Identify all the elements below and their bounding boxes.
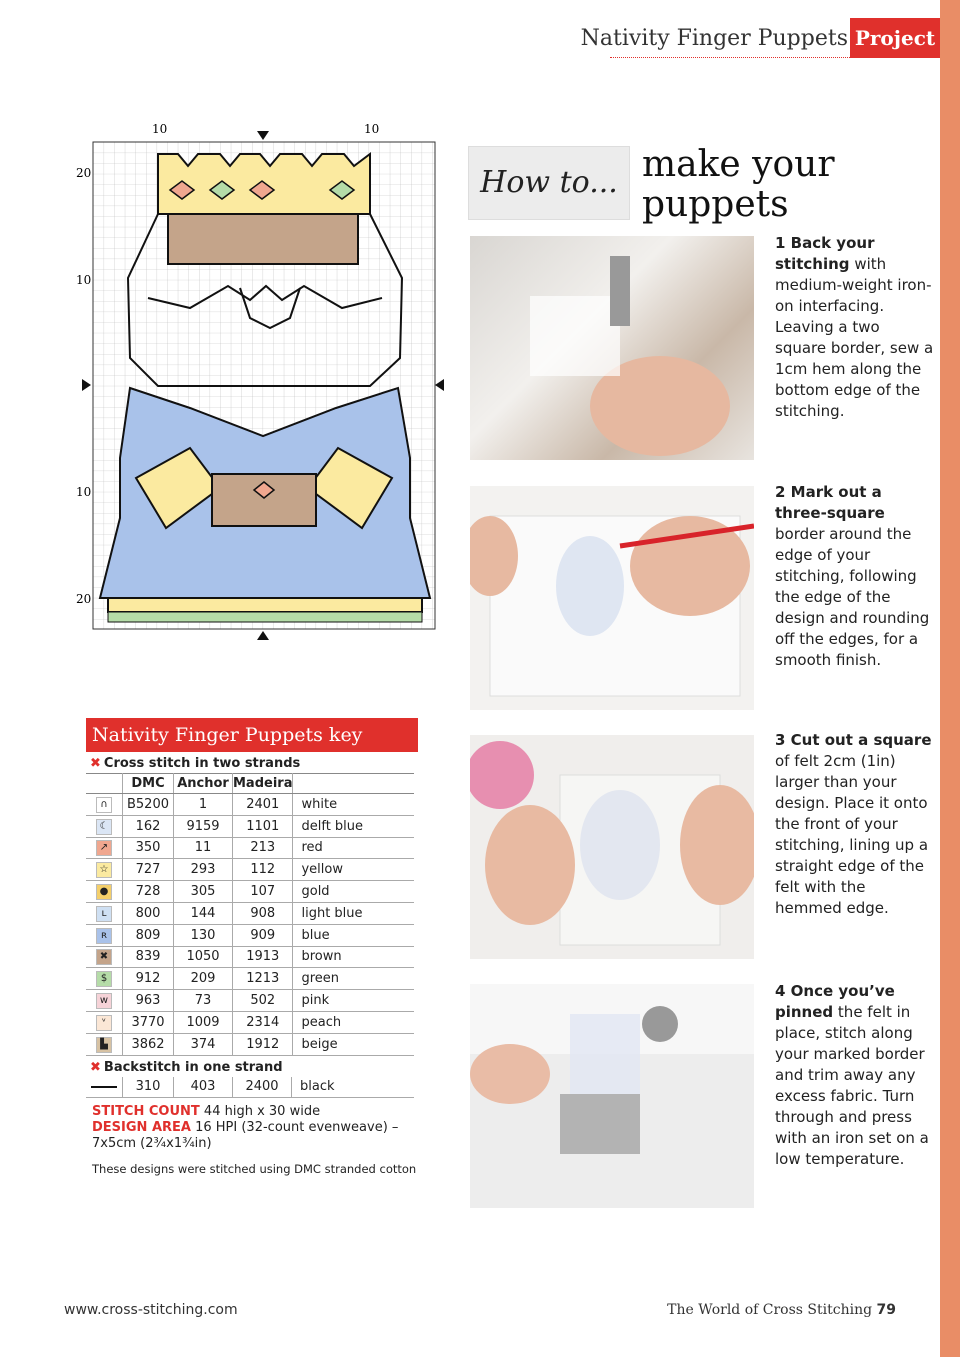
key-cell-dmc: 3770	[123, 1011, 174, 1033]
table-row	[86, 902, 414, 924]
key-cell-name: gold	[293, 881, 414, 903]
key-col-symbol	[86, 774, 123, 794]
key-cell-name: brown	[293, 946, 414, 968]
table-row	[86, 815, 414, 837]
stitch-symbol-icon: ʟ	[96, 906, 112, 922]
key-cell-anchor: 209	[174, 968, 233, 990]
backstitch-line-icon	[86, 1077, 123, 1098]
key-cell-anchor: 130	[174, 924, 233, 946]
key-section-cross: ✖ Cross stitch in two strands	[90, 756, 301, 771]
key-cell-madeira: 2400	[233, 1077, 292, 1098]
table-row	[86, 968, 414, 990]
key-cell-madeira: 107	[233, 881, 293, 903]
header-rule	[610, 57, 940, 58]
key-cell-anchor: 293	[174, 859, 233, 881]
key-cell-anchor: 9159	[174, 815, 233, 837]
stitch-count: STITCH COUNT 44 high x 30 wide	[92, 1104, 321, 1120]
table-row	[86, 946, 414, 968]
key-col-dmc: DMC	[123, 774, 174, 794]
key-cell-name: black	[292, 1077, 415, 1098]
page-number: 79	[876, 1302, 896, 1318]
key-cell-madeira: 502	[233, 990, 293, 1012]
cross-icon: ✖	[90, 756, 101, 771]
key-symbol-icon	[86, 902, 123, 924]
cross-icon: ✖	[90, 1059, 101, 1075]
step-3-photo	[470, 735, 754, 959]
footer-magazine: The World of Cross Stitching 79	[667, 1302, 896, 1318]
key-symbol-icon	[86, 859, 123, 881]
step-2-photo	[470, 486, 754, 710]
stitch-symbol-icon: ✖	[96, 949, 112, 965]
stitch-symbol-icon: ʀ	[96, 928, 112, 944]
key-cell-anchor: 11	[174, 837, 233, 859]
key-cell-dmc: 728	[123, 881, 174, 903]
table-row	[86, 859, 414, 881]
key-cell-madeira: 909	[233, 924, 293, 946]
key-cell-dmc: 839	[123, 946, 174, 968]
key-symbol-icon	[86, 924, 123, 946]
key-col-madeira: Madeira	[233, 774, 293, 794]
key-symbol-icon	[86, 881, 123, 903]
key-cell-name: red	[293, 837, 414, 859]
stitch-symbol-icon: ☾	[96, 819, 112, 835]
key-symbol-icon	[86, 946, 123, 968]
key-cell-anchor: 1009	[174, 1011, 233, 1033]
key-cell-name: pink	[293, 990, 414, 1012]
key-cell-anchor: 403	[174, 1077, 233, 1098]
running-header-title: Nativity Finger Puppets	[580, 26, 848, 51]
key-cell-anchor: 1	[174, 794, 233, 816]
table-row	[86, 1033, 414, 1055]
key-cell-madeira: 1213	[233, 968, 293, 990]
stitch-symbol-icon: ☆	[96, 862, 112, 878]
key-symbol-icon	[86, 837, 123, 859]
page-edge-bar	[940, 0, 960, 1357]
key-cell-anchor: 1050	[174, 946, 233, 968]
chart-label-left-20-top: 20	[76, 166, 92, 180]
chart-label-left-10-bottom: 10	[76, 485, 92, 499]
stitch-symbol-icon: ↗	[96, 840, 112, 856]
key-symbol-icon	[86, 968, 123, 990]
design-area: DESIGN AREA 16 HPI (32-count evenweave) – 7x5cm (2¾x1¾in)	[92, 1120, 399, 1152]
key-section-back: ✖ Backstitch in one strand	[90, 1059, 283, 1075]
key-cell-name: light blue	[293, 902, 414, 924]
key-note: These designs were stitched using DMC stranded cotton	[92, 1162, 417, 1177]
table-row	[86, 1011, 414, 1033]
thread-key	[86, 718, 418, 1176]
table-row	[86, 837, 414, 859]
key-cell-madeira: 1101	[233, 815, 293, 837]
key-cell-madeira: 1912	[233, 1033, 293, 1055]
key-cell-madeira: 908	[233, 902, 293, 924]
key-table	[86, 773, 414, 1056]
step-1-photo	[470, 236, 754, 460]
key-cell-name: yellow	[293, 859, 414, 881]
stitch-symbol-icon: ∩	[96, 797, 112, 813]
chart-label-left-20-bottom: 20	[76, 592, 92, 606]
backstitch-table	[86, 1077, 414, 1099]
step-4: 4 Once you’ve pinned the felt in place, stitch along your marked border and trim away any excess fabric. Turn through and press with an iron set on a low temperature.	[775, 982, 929, 1168]
key-cell-anchor: 144	[174, 902, 233, 924]
key-cell-dmc: 162	[123, 815, 174, 837]
key-cell-dmc: 3862	[123, 1033, 174, 1055]
step-4-photo	[470, 984, 754, 1208]
key-cell-name: peach	[293, 1011, 414, 1033]
key-cell-dmc: 727	[123, 859, 174, 881]
key-cell-anchor: 305	[174, 881, 233, 903]
section-tag: Project	[850, 18, 940, 58]
key-symbol-icon	[86, 1033, 123, 1055]
key-symbol-icon	[86, 815, 123, 837]
stitch-symbol-icon: ▙	[96, 1037, 112, 1053]
key-cell-anchor: 73	[174, 990, 233, 1012]
key-cell-anchor: 374	[174, 1033, 233, 1055]
key-col-name	[293, 774, 414, 794]
key-cell-name: delft blue	[293, 815, 414, 837]
key-cell-dmc: 963	[123, 990, 174, 1012]
key-cell-madeira: 112	[233, 859, 293, 881]
table-row	[86, 794, 414, 816]
table-row	[86, 1077, 414, 1098]
key-symbol-icon	[86, 1011, 123, 1033]
stitch-symbol-icon: $	[96, 971, 112, 987]
key-cell-name: beige	[293, 1033, 414, 1055]
chart-label-top-left: 10	[152, 122, 168, 136]
key-title: Nativity Finger Puppets key	[86, 718, 418, 752]
key-cell-madeira: 2401	[233, 794, 293, 816]
stitch-symbol-icon: w	[96, 993, 112, 1009]
table-row	[86, 924, 414, 946]
table-row	[86, 990, 414, 1012]
key-cell-madeira: 2314	[233, 1011, 293, 1033]
cross-stitch-chart	[70, 118, 450, 648]
step-3: 3 Cut out a square of felt 2cm (1in) larger than your design. Place it onto the front of your stitching, lining up a straight edge of the felt with the hemmed edge.	[775, 731, 932, 917]
step-1: 1 Back your stitching with medium-weight iron-on interfacing. Leaving a two square border, sew a 1cm hem along the bottom edge of the stitching.	[775, 234, 934, 420]
table-row	[86, 881, 414, 903]
key-cell-name: green	[293, 968, 414, 990]
key-cell-name: blue	[293, 924, 414, 946]
chart-label-top-right: 10	[364, 122, 380, 136]
key-col-anchor: Anchor	[174, 774, 233, 794]
stitch-symbol-icon: ●	[96, 884, 112, 900]
key-symbol-icon	[86, 990, 123, 1012]
key-cell-dmc: 800	[123, 902, 174, 924]
key-cell-dmc: 912	[123, 968, 174, 990]
footer-url[interactable]: www.cross-stitching.com	[64, 1302, 238, 1318]
stitch-symbol-icon: ᵛ	[96, 1015, 112, 1031]
key-cell-dmc: 809	[123, 924, 174, 946]
key-cell-dmc: 310	[123, 1077, 174, 1098]
key-symbol-icon	[86, 794, 123, 816]
key-cell-madeira: 1913	[233, 946, 293, 968]
key-cell-dmc: 350	[123, 837, 174, 859]
how-to-title: make your puppets	[642, 144, 835, 225]
key-cell-dmc: B5200	[123, 794, 174, 816]
key-cell-madeira: 213	[233, 837, 293, 859]
chart-label-left-10-top: 10	[76, 273, 92, 287]
key-cell-name: white	[293, 794, 414, 816]
step-2: 2 Mark out a three-square border around the edge of your stitching, following the edge of the design and rounding off the edges, for a smooth finish.	[775, 483, 930, 669]
how-to-badge: How to...	[468, 146, 630, 220]
